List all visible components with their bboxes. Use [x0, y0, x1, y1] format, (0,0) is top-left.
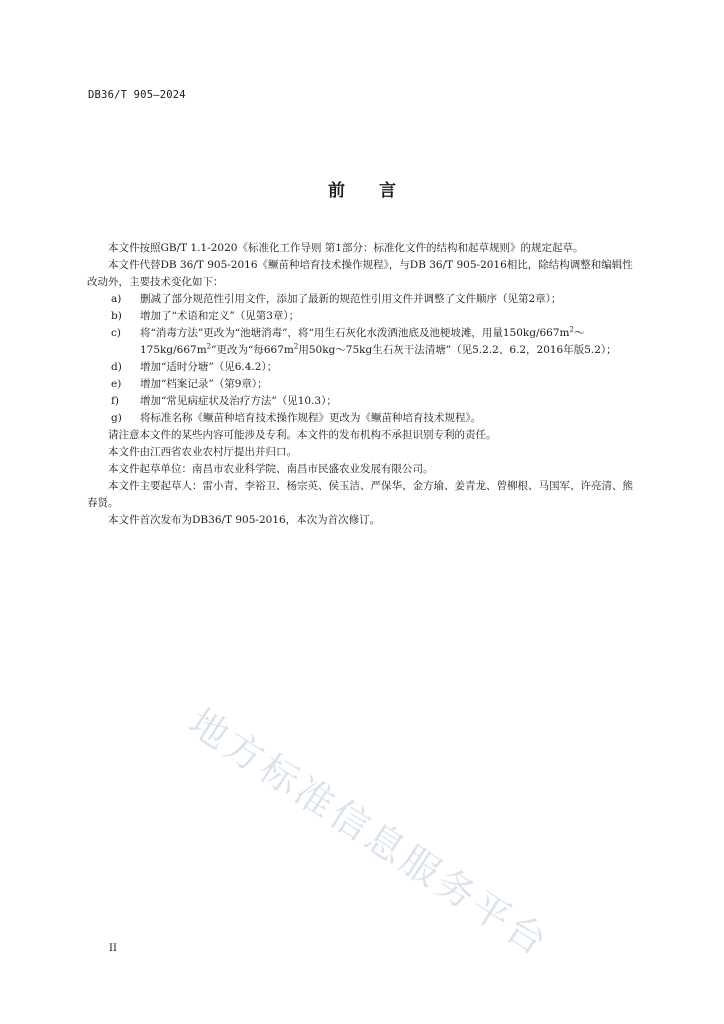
paragraph-replacement: 本文件代替DB 36/T 905-2016《鳜苗种培育技术操作规程》，与DB 36/T 905-2016相比，除结构调整和编辑性改动外，主要技术变化如下：	[87, 259, 633, 288]
paragraph-drafting-rules: 本文件按照GB/T 1.1-2020《标准化工作导则 第1部分：标准化文件的结构和起草规则》的规定起草。	[108, 242, 584, 254]
change-item-e	[87, 376, 639, 393]
change-text: 增加了“术语和定义”（见第3章）；	[140, 310, 300, 322]
change-item-f	[87, 393, 639, 410]
change-text: 增加“档案记录”（第9章）；	[140, 378, 268, 390]
change-text: 增加“适时分塘”（见6.4.2）；	[140, 361, 278, 373]
page-title: 前言	[328, 181, 430, 201]
change-label: c)	[111, 327, 121, 339]
change-label: d)	[111, 361, 122, 373]
watermark: 地方标准信息服务平台	[181, 699, 558, 966]
change-text: 将标准名称《鳜苗种培育技术操作规程》更改为《鳜苗种培育技术规程》。	[140, 412, 482, 424]
change-item-a	[87, 291, 639, 308]
foreword-body	[87, 240, 639, 529]
change-label: g)	[111, 412, 122, 424]
change-item-c	[87, 325, 639, 359]
paragraph-drafting-units: 本文件起草单位：南昌市农业科学院、南昌市民盛农业发展有限公司。	[108, 463, 434, 475]
change-label: f)	[111, 395, 119, 407]
paragraph-drafters: 本文件主要起草人：雷小青、李裕卫、杨宗英、侯玉洁、严保华、金方瑜、姜青龙、曾柳根、马国军、许亮清、熊春贤。	[87, 480, 633, 509]
page-number: II	[109, 943, 117, 954]
document-code: DB36/T 905—2024	[88, 89, 186, 101]
change-text: 将“消毒方法”更改为“池塘消毒”，将“用生石灰化水泼洒池底及池梗坡滩，用量$150kg/667m^2\sim 175kg/667m^2$”更改为“每$667m^2$用50kg～75kg生石灰干法清塘”（见5.2.2、6.2，2016年版5.2）；	[140, 325, 617, 356]
change-item-g	[87, 410, 639, 427]
paragraph-proposer: 本文件由江西省农业农村厅提出并归口。	[108, 446, 297, 458]
change-item-b	[87, 308, 639, 325]
change-item-d	[87, 359, 639, 376]
change-text: 增加“常见病症状及治疗方法”（见10.3）；	[140, 395, 337, 407]
change-label: a)	[111, 293, 122, 305]
paragraph-publication-history: 本文件首次发布为DB36/T 905-2016，本次为首次修订。	[108, 514, 381, 526]
change-label: b)	[111, 310, 122, 322]
change-text: 删减了部分规范性引用文件，添加了最新的规范性引用文件并调整了文件顺序（见第2章）；	[140, 293, 562, 305]
paragraph-patent-notice: 请注意本文件的某些内容可能涉及专利。本文件的发布机构不承担识别专利的责任。	[108, 429, 497, 441]
change-label: e)	[111, 378, 122, 390]
